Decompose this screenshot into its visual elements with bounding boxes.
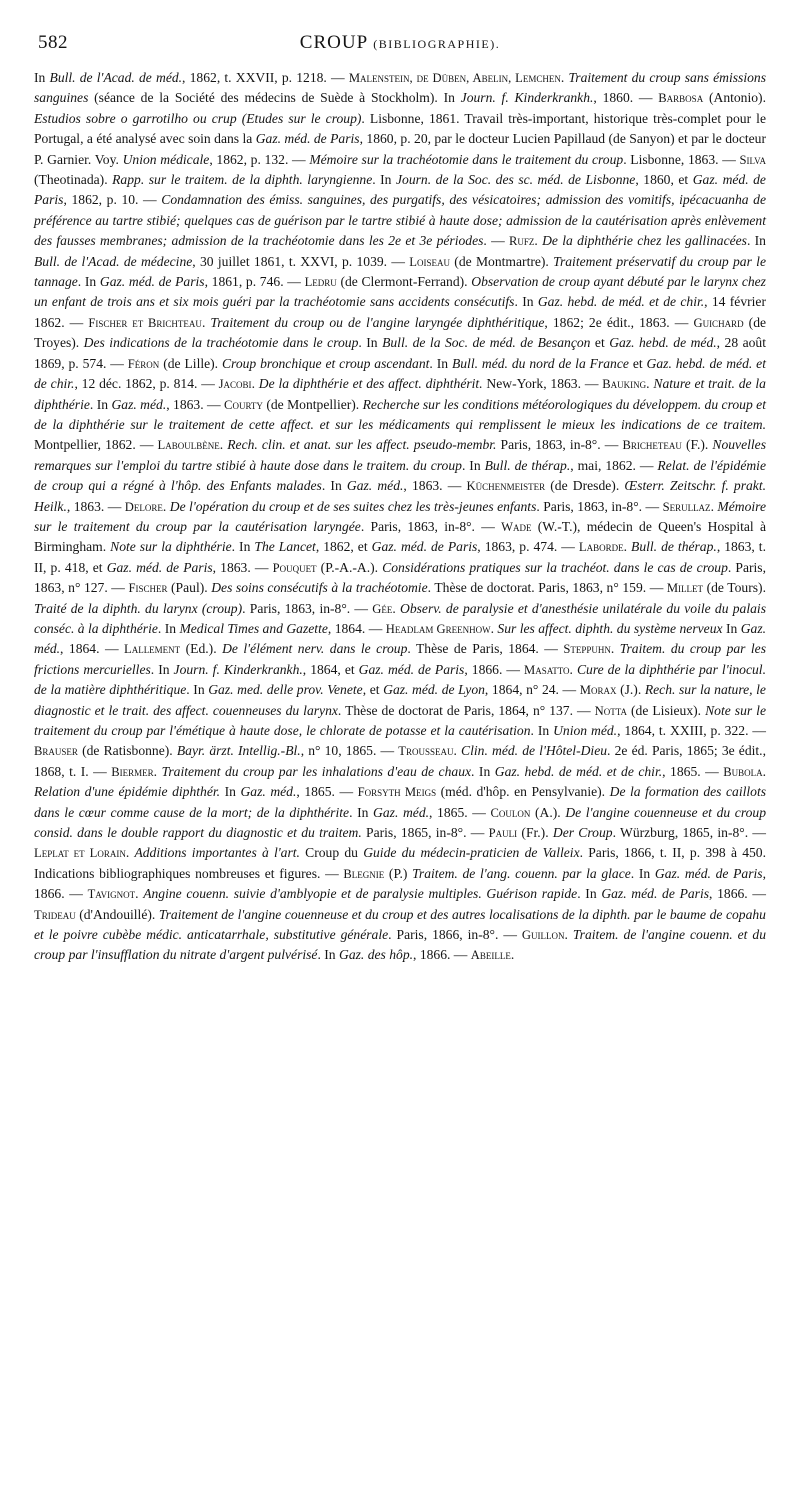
text-run: (Antonio). (703, 90, 766, 106)
text-run: , 1865. — (296, 784, 358, 800)
italic-title: Gaz. méd. (111, 396, 167, 412)
text-run: . Thèse de doctorat. Paris, 1863, n° 159. — (427, 580, 667, 596)
text-run: , 1860, et (635, 172, 693, 188)
author-name: Fischer et Brichteau (88, 315, 202, 330)
text-run: . In (317, 947, 339, 963)
text-run: . In (630, 865, 655, 881)
author-name: Lallement (124, 642, 181, 657)
text-run: , 1864, et (302, 661, 359, 677)
text-run: . (510, 947, 515, 963)
italic-title: Guide du médecin-praticien de Valleix (363, 845, 580, 861)
italic-title: Observ. de paralysie et d'anesthésie unilatérale du voile du palais conséc. à la diphthérie (34, 600, 766, 636)
text-run: . In (471, 763, 495, 779)
italic-title: De l'élément nerv. dans le croup (222, 641, 408, 657)
text-run: , 1862, t. XXVII, p. 1218. — (182, 70, 349, 85)
text-run: , et (362, 682, 384, 698)
text-run: (P.-A.-A.). (316, 559, 383, 575)
italic-title: Note sur le traitement du croup par l'émétique à haute dose, le chlorate de potasse et la cautérisation (34, 702, 766, 738)
text-run: (Paul). (167, 580, 212, 596)
author-name: Morax (579, 683, 617, 698)
text-run: (Theotinada). (34, 172, 113, 188)
italic-title: Gaz. méd. (373, 804, 430, 820)
text-run: et (590, 335, 610, 351)
text-run: , 1860. — (593, 90, 659, 106)
italic-title: Estudios sobre o garrotilho ou crup (Etudes sur le croup) (34, 110, 362, 126)
bibliography-paragraph (34, 68, 766, 966)
text-run: New-York, 1863. — (482, 376, 603, 392)
italic-title: Gaz. méd. de Paris (654, 865, 763, 881)
author-name: Leplat et Lorain (34, 846, 126, 861)
italic-title: Bull. de l'Acad. de méd. (49, 70, 183, 85)
italic-title: Gaz. méd. (240, 784, 297, 800)
author-name: Tavignot (87, 887, 136, 902)
italic-title: Medical Times and Gazette (179, 620, 328, 636)
italic-title: Traité de la diphth. du larynx (croup) (34, 600, 243, 616)
italic-title: Traitement du croup ou de l'angine laryngée diphthéritique (210, 314, 545, 330)
text-run: . 2e éd. Paris, 1865; 3e édit., 1868, t. I. — (34, 743, 766, 779)
text-run: , 1866. — (709, 886, 766, 902)
text-run: . In (746, 233, 766, 249)
italic-title: Gaz. hebd. de méd. (609, 335, 717, 351)
italic-title: The Lancet (254, 539, 316, 555)
text-run: . In (150, 661, 174, 677)
italic-title: Rech. sur la nature, le diagnostic et le trait. des affect. couenneuses du larynx (34, 682, 766, 718)
author-name: Pouquet (272, 560, 317, 575)
text-run: , 1860, p. 20, par le docteur Lucien Papillaud (de Sanyon) et par le docteur P. Garnier. Voy. (34, 131, 766, 167)
bibliography-text (34, 68, 766, 966)
text-run: , n° 10, 1865. — (300, 743, 399, 759)
italic-title: Additions importantes à l'art. (134, 845, 300, 861)
text-run: . In (429, 355, 452, 371)
text-run: (méd. d'hôp. en Pensylvanie). (436, 784, 610, 800)
text-run: . (646, 376, 654, 392)
author-name: Bauking (602, 377, 647, 392)
author-name: Courty (224, 397, 263, 412)
author-name: Ledru (304, 275, 337, 290)
author-name: Wade (501, 519, 532, 534)
text-run: . Paris, 1863, in-8°. — (242, 600, 373, 616)
italic-title: Nouvelles remarques sur l'emploi du tartre stibié à haute dose dans le traitem. du croup (34, 437, 766, 473)
italic-title: Gaz. med. delle prov. Venete (208, 682, 363, 698)
text-run: . — (483, 233, 509, 249)
italic-title: De la formation des caillots dans le cœur comme cause de la mort; de la diphthérite (34, 784, 767, 820)
text-run: , 1864, n° 24. — (484, 682, 580, 698)
italic-title: Gaz. méd. de Paris (99, 274, 205, 290)
text-run: (Fr.). (517, 825, 553, 841)
italic-title: Bull. de thérap. (631, 539, 717, 555)
italic-title: De l'opération du croup et de ses suites chez les très-jeunes enfants (169, 498, 537, 514)
italic-title: Relation d'une épidémie diphthér. (34, 784, 221, 800)
text-run: . Paris, 1866, in-8°. — (388, 927, 522, 943)
italic-title: Des indications de la trachéotomie dans le croup (83, 335, 359, 351)
italic-title: Traitem. de l'ang. couenn. par la glace (412, 865, 631, 881)
italic-title: Gaz. méd. de Paris (34, 172, 766, 208)
text-run: , 1863. — (212, 559, 273, 575)
text-run: , 14 février 1862. — (34, 294, 766, 330)
italic-title: De l'angine couenneuse et du croup consid. dans le double rapport du diagnostic et du traitem. (34, 804, 767, 841)
author-name: Jacobi (218, 377, 252, 392)
text-run: , 1863, t. II, p. 418, et (34, 539, 766, 575)
text-run: In (220, 784, 241, 800)
italic-title: Journ. de la Soc. des sc. méd. de Lisbonne (396, 172, 636, 188)
text-run: . (534, 233, 543, 249)
text-run: . (162, 498, 170, 514)
italic-title: Relat. de l'épidémie de croup qui a régné à l'hôp. des Enfants malades (34, 457, 766, 494)
italic-title: Condamnation des émiss. sanguines, des purgatifs, des vésicatoires; admission des vomitifs, ipécacuanha de préférence au tartre stibié; quelques cas de guérison par le tartre stibié à haute dose; admission de la cautérisation après enlèvement des fausses membranes; admission de la trachéotomie dans les 2e et 3e périodes (34, 192, 767, 249)
text-run: , 30 juillet 1861, t. XXVI, p. 1039. — (192, 253, 410, 269)
text-run: . In (89, 396, 112, 412)
text-run: , 1866. — (464, 661, 524, 677)
italic-title: De la diphthérie chez les gallinacées (542, 233, 747, 249)
text-run: . (560, 70, 569, 85)
text-run: (de Montpellier). (262, 396, 363, 412)
author-name: Bricheteau (622, 438, 682, 453)
author-name: Trideau (34, 907, 76, 922)
italic-title: Des soins consécutifs à la trachéotomie (211, 580, 428, 596)
text-run: (F.). (681, 437, 713, 453)
text-run: . In (231, 539, 255, 555)
italic-title: Croup bronchique et croup ascendant (221, 355, 430, 371)
running-title-main: CROUP (299, 32, 368, 53)
author-name: Rufz (508, 234, 535, 249)
text-run: , 1862, p. 132. — (209, 151, 310, 167)
text-run: (de Tours). (703, 580, 766, 596)
italic-title: Traitement préservatif du croup par le tannage (34, 253, 766, 290)
italic-title: Gaz. méd. (346, 478, 404, 494)
italic-title: Bull. méd. du nord de la France (451, 355, 629, 371)
text-run: . In (321, 478, 347, 494)
italic-title: Union méd. (553, 723, 618, 738)
text-run: , 1863. — (403, 478, 467, 494)
author-name: Silva (739, 152, 766, 167)
text-run: , 1864. — (327, 620, 386, 636)
text-run: . (710, 498, 718, 514)
text-run: . Paris, 1863, n° 127. — (34, 559, 766, 596)
text-run: . (251, 376, 259, 392)
italic-title: Journ. f. Kinderkrankh. (460, 90, 594, 106)
text-run: (de Lille). (159, 355, 222, 371)
text-run: , 1862, et (315, 539, 372, 555)
italic-title: Gaz. des hôp. (339, 947, 414, 963)
text-run: , 1865. — (429, 804, 491, 820)
text-run: . (219, 437, 228, 453)
text-run: , 1863. — (166, 396, 225, 412)
author-name: Loiseau (409, 254, 450, 269)
italic-title: Sur les affect. diphth. du système nerveux (497, 620, 723, 636)
text-run: Paris, 1863, in-8°. — (496, 437, 623, 453)
text-run: , 1861, p. 746. — (204, 274, 305, 290)
italic-title: Gaz. hebd. de méd. et de chir. (537, 294, 705, 310)
text-run: (de Ratisbonne). (77, 743, 177, 759)
text-run: (W.-T.), médecin de Queen's Hospital à Birmingham. (34, 518, 766, 555)
author-name: Serullaz (662, 499, 711, 514)
italic-title: Recherche sur les conditions météorologiques du développem. du croup et de la diphthérie sur le traitement de cette affect. et sur les médicaments qui remplissent le mieux les indications de ce traitem. (34, 396, 766, 432)
author-name: Gée (372, 601, 393, 616)
italic-title: Gaz. méd. de Paris (255, 131, 360, 147)
italic-title: Rech. clin. et anat. sur les affect. pseudo-membr. (227, 437, 497, 453)
italic-title: Nature et trait. de la diphthérie (34, 376, 766, 412)
italic-title: Traitem. de l'angine couenn. et du croup par l'insufflation du nitrate d'argent pulvérisé (34, 927, 766, 963)
text-run: In (34, 70, 50, 85)
text-run: . Würzburg, 1865, in-8°. — (612, 825, 766, 841)
author-name: Blegnie (343, 866, 385, 881)
text-run: . (490, 620, 498, 636)
italic-title: Gaz. méd. de Paris (106, 559, 213, 575)
author-name: Biermer (111, 764, 154, 779)
text-run: . Thèse de doctorat de Paris, 1864, n° 137. — (337, 702, 595, 718)
page-number: 582 (38, 32, 68, 53)
italic-title: Considérations pratiques sur la trachéot. dans le cas de croup (382, 559, 728, 575)
text-run: (de Dresde). (545, 478, 625, 494)
text-run: . (453, 743, 462, 759)
text-run: . (623, 539, 632, 555)
author-name: Fischer (128, 581, 168, 596)
text-run: , 1864, t. XXIII, p. 322. — (617, 723, 766, 738)
text-run: . In (530, 723, 554, 738)
text-run: , 1862, p. 10. — (63, 192, 162, 208)
text-run: . In (77, 274, 100, 290)
italic-title: Gaz. méd. de Lyon (383, 682, 485, 698)
author-name: Coulon (490, 805, 531, 820)
text-run: , 1866. — (413, 947, 471, 963)
text-run: . (201, 314, 211, 330)
text-run: , 1863, p. 474. — (477, 539, 579, 555)
author-name: Laborde (578, 540, 624, 555)
text-run: Paris, 1865, in-8°. — (361, 825, 489, 841)
text-run: . In (461, 457, 485, 473)
running-title-subtitle: (BIBLIOGRAPHIE). (373, 37, 501, 51)
text-run: , 1862; 2e édit., 1863. — (544, 314, 694, 330)
text-run: (A.). (530, 804, 566, 820)
text-run: , 1865. — (662, 763, 724, 779)
text-run: , 1863. — (66, 498, 125, 514)
italic-title: Note sur la diphthérie (110, 539, 232, 555)
text-run: (de Montmartre). (450, 253, 554, 269)
italic-title: Traitement du croup par les inhalations d'eau de chaux (161, 763, 472, 779)
italic-title: Cure de la diphthérie par l'inocul. de la matière diphthéritique (34, 661, 766, 698)
text-run: . In (514, 294, 538, 310)
text-run: Croup du (299, 845, 364, 861)
author-name: Pauli (488, 826, 518, 841)
italic-title: De la diphthérie et des affect. diphthérit. (258, 376, 483, 392)
text-run: . (610, 641, 620, 657)
italic-title: Union médicale (122, 151, 210, 167)
text-run: (de Lisieux). (627, 702, 706, 718)
text-run: (de Troyes). (34, 314, 767, 351)
text-run: . (564, 927, 573, 943)
text-run: . In (577, 886, 602, 902)
italic-title: Bull. de l'Acad. de médecine (34, 253, 193, 269)
italic-title: Gaz. hebd. de méd. et de chir. (494, 763, 663, 779)
italic-title: Der Croup (552, 825, 613, 841)
author-name: Millet (666, 581, 704, 596)
author-name: Masatto (524, 662, 570, 677)
text-run: . (762, 763, 767, 779)
author-name: Delore (124, 499, 163, 514)
author-name: Trousseau (398, 744, 454, 759)
italic-title: Gaz. méd. de Paris (601, 886, 710, 902)
text-run: , 1866. — (34, 865, 766, 902)
text-run: In (722, 620, 741, 636)
text-run: . Paris, 1863, in-8°. — (360, 518, 502, 534)
author-name: Headlam Greenhow (385, 621, 491, 636)
text-run: , 12 déc. 1862, p. 814. — (74, 376, 219, 392)
italic-title: Traitem. du croup par les frictions mercurielles (34, 641, 767, 677)
text-run: et (628, 355, 647, 371)
text-run: (Ed.). (180, 641, 223, 657)
text-run: . In (349, 804, 374, 820)
text-run: , 1864. — (60, 641, 124, 657)
text-run: . In (358, 335, 383, 351)
text-run: . Thèse de Paris, 1864. — (407, 641, 564, 657)
text-run: . (569, 661, 577, 677)
italic-title: Gaz. hebd. de méd. et de chir. (34, 355, 766, 392)
text-run: , mai, 1862. — (570, 457, 658, 473)
author-name: Abeille (470, 948, 511, 963)
text-run: . In (186, 682, 209, 698)
author-name: Féron (127, 356, 160, 371)
italic-title: Mémoire sur la trachéotomie dans le traitement du croup (309, 151, 624, 167)
italic-title: Angine couenn. suivie d'amblyopie et de paralysie multiples. Guérison rapide (143, 886, 578, 902)
italic-title: Observation de croup ayant débuté par le larynx chez un enfant de trois ans et six mois guéri par la trachéotomie sans accidents consécutifs (34, 274, 766, 310)
italic-title: Gaz. méd. de Paris (371, 539, 478, 555)
italic-title: Bull. de thérap. (484, 457, 571, 473)
text-run: . Paris, 1863, in-8°. — (536, 498, 663, 514)
text-run: . Paris, 1866, t. II, p. 398 à 450. Indications bibliographiques nombreuses et figures. — (34, 845, 766, 881)
author-name: Steppuhn (563, 642, 611, 657)
italic-title: Clin. méd. de l'Hôtel-Dieu (461, 743, 608, 759)
author-name: Bubola (723, 764, 763, 779)
running-header (38, 32, 762, 60)
author-name: Laboulbène (157, 438, 220, 453)
text-run: . Lisbonne, 1861. Travail très-important, historique très-complet pour le Portugal, a été analysé avec soin dans la (34, 110, 766, 147)
author-name: Malenstein, de Düben, Abelin, Lemchen (348, 71, 561, 85)
italic-title: Rapp. sur le traitem. de la diphth. laryngienne (112, 172, 373, 188)
author-name: Guichard (693, 315, 744, 330)
text-run: Montpellier, 1862. — (34, 437, 158, 453)
text-run: . (125, 845, 135, 861)
italic-title: Traitement du croup sans émissions sanguines (34, 70, 766, 106)
text-run: (d'Andouillé). (75, 906, 159, 922)
italic-title: Bull. de la Soc. de méd. de Besançon (382, 335, 591, 351)
italic-title: Gaz. méd. de Paris (358, 661, 465, 677)
text-run: (P.) (384, 865, 413, 881)
text-run: . (135, 886, 144, 902)
italic-title: Œsterr. Zeitschr. f. prakt. Heilk. (34, 478, 766, 514)
author-name: Guillon (521, 928, 565, 943)
author-name: Forsyth Meigs (357, 785, 437, 800)
text-run: . Lisbonne, 1863. — (623, 151, 740, 167)
text-run: (de Clermont-Ferrand). (336, 274, 472, 290)
italic-title: Journ. f. Kinderkrankh. (173, 661, 303, 677)
italic-title: Bayr. ärzt. Intellig.-Bl. (176, 743, 301, 759)
text-run: (J.). (616, 682, 645, 698)
author-name: Küchenmeister (466, 479, 546, 494)
running-title (38, 32, 762, 54)
italic-title: Mémoire sur le traitement du croup par la cautérisation laryngée (34, 498, 766, 534)
author-name: Brauser (34, 744, 78, 759)
text-run: . In (157, 620, 180, 636)
italic-title: Traitement de l'angine couenneuse et du croup et des autres localisations de la diphth. par le baume de copahu et le poivre cubèbe médic. anticatarrhale, substitutive générale (34, 906, 766, 943)
text-run: , 28 août 1869, p. 574. — (34, 335, 767, 371)
text-run: . (392, 600, 401, 616)
italic-title: Gaz. méd. (34, 620, 767, 657)
text-run: . In (372, 172, 397, 188)
author-name: Barbosa (658, 91, 704, 106)
author-name: Notta (594, 703, 627, 718)
text-run: (séance de la Société des médecins de Suède à Stockholm). In (88, 90, 461, 106)
text-run: . (153, 763, 162, 779)
